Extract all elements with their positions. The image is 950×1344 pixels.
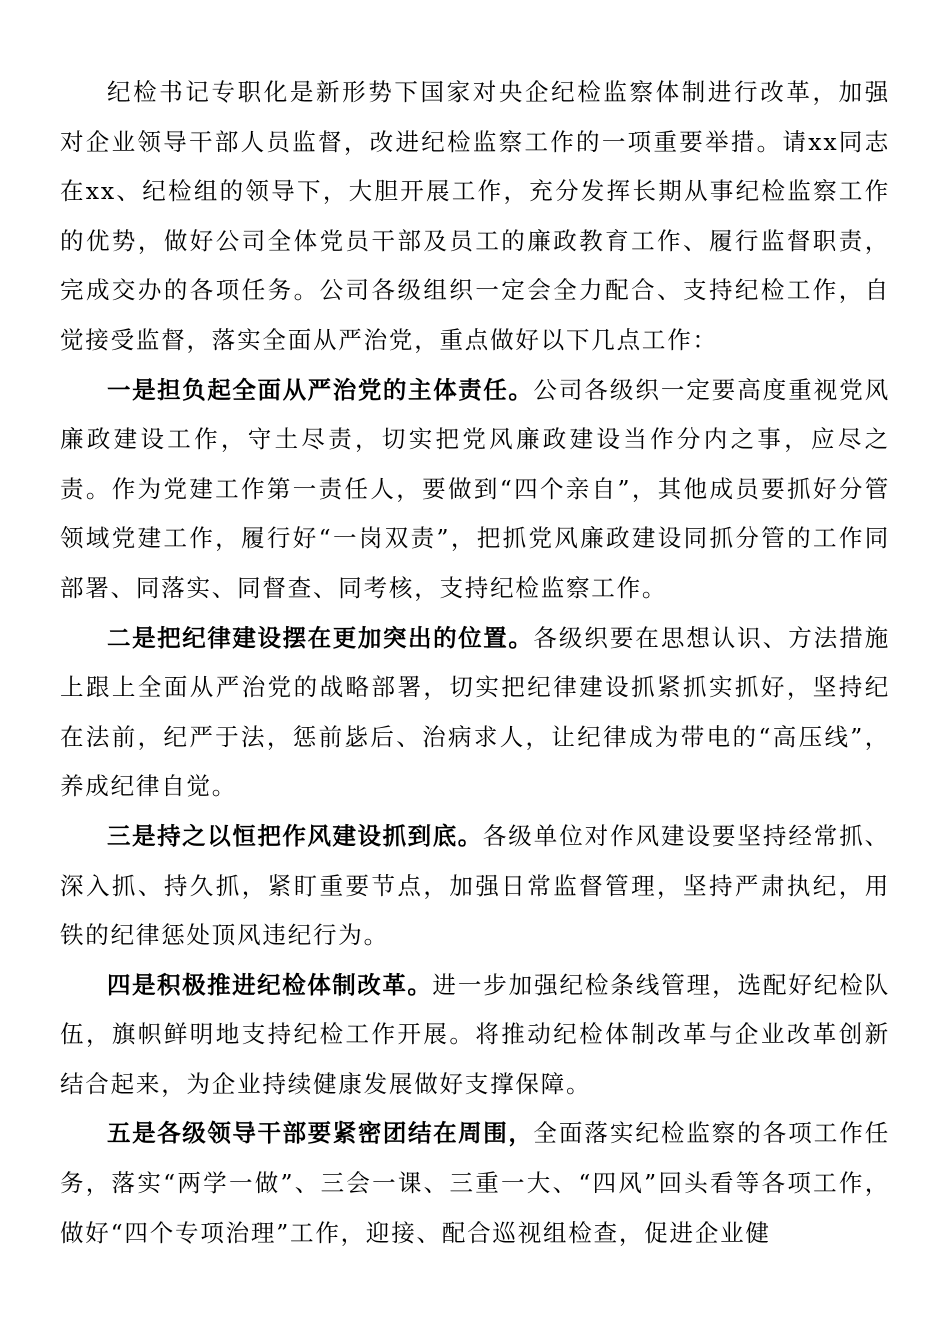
paragraph-point-5 (60, 1109, 890, 1258)
paragraph-point-4 (60, 961, 890, 1110)
paragraph-lead: 五是各级领导干部要紧密团结在周围， (107, 1119, 534, 1148)
paragraph-text: 全面落实纪检监察的各项工作任务，落实“两学一做”、三会一课、三重一大、“四风”回头看等各项工作，做好“四个专项治理”工作，迎接、配合巡视组检查，促进企业健 (60, 1119, 890, 1247)
paragraph-intro (60, 68, 890, 366)
paragraph-lead: 四是积极推进纪检体制改革。 (107, 970, 433, 999)
paragraph-lead: 二是把纪律建设摆在更加突出的位置。 (107, 623, 534, 652)
document-body (60, 68, 890, 1258)
paragraph-point-3 (60, 812, 890, 961)
paragraph-text: 公司各级织一定要高度重视党风廉政建设工作，守土尽责，切实把党风廉政建设当作分内之事，应尽之责。作为党建工作第一责任人，要做到“四个亲自”，其他成员要抓好分管领域党建工作，履行好“一岗双责”，把抓党风廉政建设同抓分管的工作同部署、同落实、同督查、同考核，支持纪检监察工作。 (60, 375, 890, 602)
paragraph-text: 进一步加强纪检条线管理，选配好纪检队伍，旗帜鲜明地支持纪检工作开展。将推动纪检体制改革与企业改革创新结合起来，为企业持续健康发展做好支撑保障。 (60, 970, 890, 1098)
paragraph-text: 纪检书记专职化是新形势下国家对央企纪检监察体制进行改革，加强对企业领导干部人员监督，改进纪检监察工作的一项重要举措。请xx同志在xx、纪检组的领导下，大胆开展工作，充分发挥长期从事纪检监察工作的优势，做好公司全体党员干部及员工的廉政教育工作、履行监督职责，完成交办的各项任务。公司各级组织一定会全力配合、支持纪检工作，自觉接受监督，落实全面从严治党，重点做好以下几点工作： (60, 78, 890, 354)
paragraph-point-2 (60, 614, 890, 812)
paragraph-text: 各级织要在思想认识、方法措施上跟上全面从严治党的战略部署，切实把纪律建设抓紧抓实抓好，坚持纪在法前，纪严于法，惩前毖后、治病求人，让纪律成为带电的“高压线”，养成纪律自觉。 (60, 623, 890, 801)
paragraph-lead: 三是持之以恒把作风建设抓到底。 (107, 821, 483, 850)
paragraph-text: 各级单位对作风建设要坚持经常抓、深入抓、持久抓，紧盯重要节点，加强日常监督管理，坚持严肃执纪，用铁的纪律惩处顶风违纪行为。 (60, 821, 890, 950)
paragraph-lead: 一是担负起全面从严治党的主体责任。 (107, 375, 534, 404)
paragraph-point-1 (60, 366, 890, 614)
